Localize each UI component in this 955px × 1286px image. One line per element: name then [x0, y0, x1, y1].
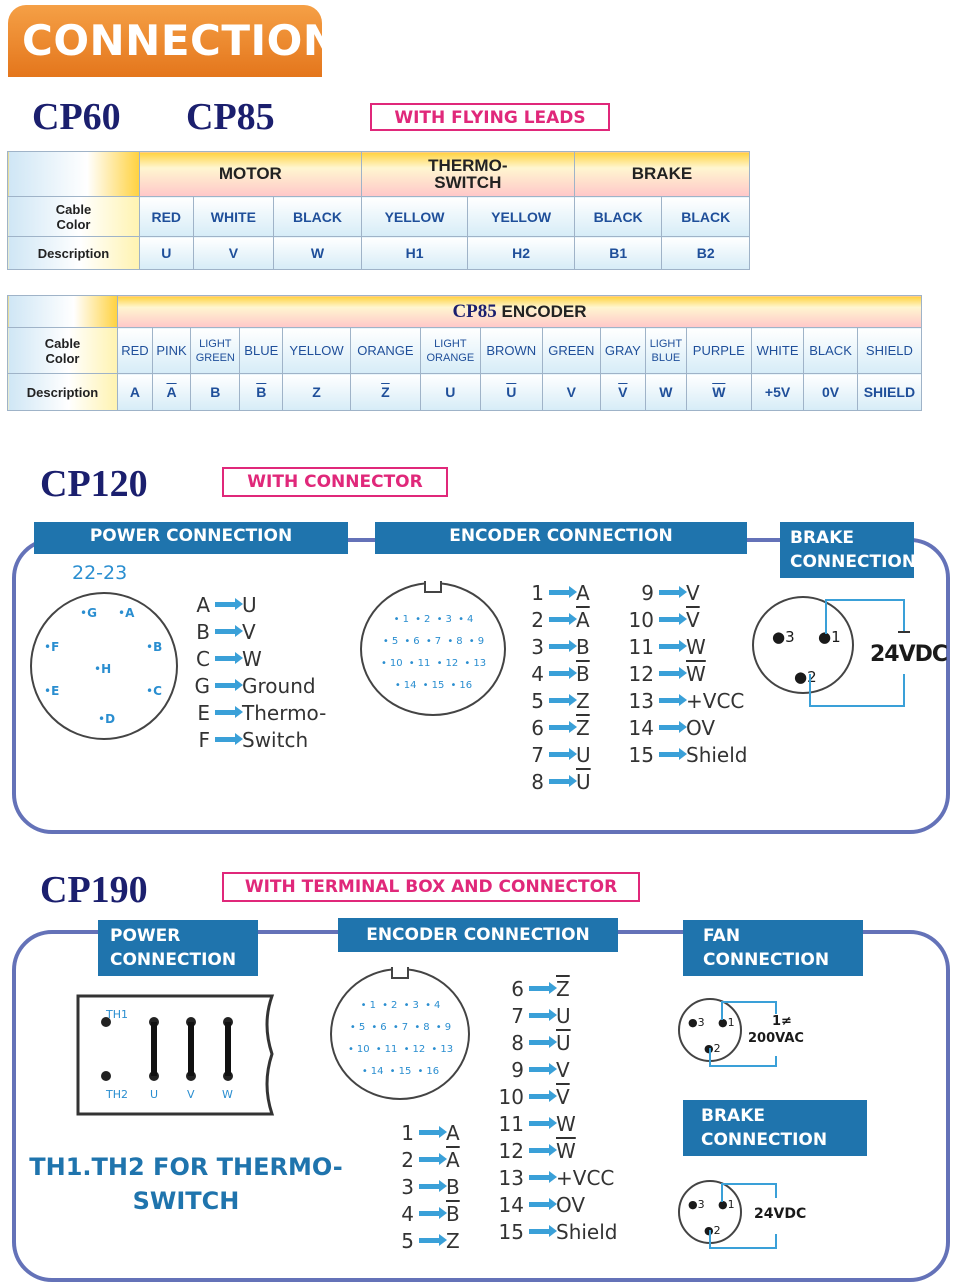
- pin-map-row: [628, 661, 747, 688]
- signal-name: W: [686, 635, 706, 659]
- signal-name: V: [242, 620, 256, 644]
- arrow-icon: [549, 590, 571, 595]
- pin-number: 6: [511, 977, 524, 1001]
- group-brake: BRAKE: [574, 152, 749, 197]
- pin-number: 1: [401, 1121, 414, 1145]
- cp190-encoder-title: ENCODER CONNECTION: [338, 918, 618, 952]
- connector-pin-row: • 1 • 2 • 3 • 4: [360, 1000, 441, 1011]
- arrow-icon: [419, 1130, 441, 1135]
- description-cell: H1: [361, 237, 468, 270]
- pin-number: 7: [511, 1004, 524, 1028]
- signal-name: Thermo-: [242, 701, 327, 725]
- power-pin: •F: [44, 640, 60, 654]
- power-pin: •D: [98, 712, 116, 726]
- model-cp190: CP190: [40, 869, 148, 911]
- arrow-icon: [549, 698, 571, 703]
- power-pin: •G: [80, 606, 97, 620]
- pin-map-row: [498, 1003, 617, 1030]
- fan-voltage-phase: 1≠: [772, 1014, 792, 1029]
- pin-map-row: [192, 673, 326, 700]
- connector-pin: 13: [440, 1044, 454, 1055]
- encoder-cable-color-cell: PINK: [152, 328, 190, 374]
- arrow-icon: [419, 1211, 441, 1216]
- encoder-description-cell: +5V: [751, 374, 804, 411]
- connector-pin: 16: [459, 680, 473, 691]
- cable-color-cell: YELLOW: [361, 197, 468, 237]
- arrow-icon: [549, 671, 571, 676]
- encoder-table-title: [118, 296, 922, 328]
- arrow-icon: [659, 617, 681, 622]
- encoder-description-cell: U: [421, 374, 481, 411]
- pin-number: 11: [628, 635, 654, 659]
- signal-name: A: [576, 581, 590, 605]
- connector-pin-row: • 10 • 11 • 12 • 13: [347, 1044, 454, 1055]
- arrow-icon: [215, 629, 237, 634]
- encoder-description-cell: SHIELD: [857, 374, 921, 411]
- brake-pin: ●2: [794, 668, 817, 686]
- power-pin: •C: [146, 684, 162, 698]
- group-thermo: THERMO- SWITCH: [361, 152, 574, 197]
- arrow-icon: [529, 1175, 551, 1180]
- connector-pin-row: • 5 • 6 • 7 • 8 • 9: [349, 1022, 452, 1033]
- power-pin: •H: [94, 662, 112, 676]
- pin-map-row: [628, 634, 747, 661]
- signal-name: Z: [446, 1229, 460, 1253]
- signal-name: Z: [576, 689, 590, 713]
- fan-pin: ●3: [688, 1016, 705, 1029]
- pin-map-row: [518, 661, 591, 688]
- encoder-description-cell: B: [191, 374, 240, 411]
- pin-number: G: [194, 674, 210, 698]
- pin-number: 12: [628, 662, 654, 686]
- cp120-encoder-title: ENCODER CONNECTION: [375, 522, 747, 554]
- signal-name: Shield: [686, 743, 748, 767]
- section-header-tab: CONNECTION: [8, 5, 322, 77]
- arrow-icon: [529, 1121, 551, 1126]
- pin-map-row: [498, 1219, 617, 1246]
- encoder-description-cell: $\overline{V}$: [600, 374, 645, 411]
- cable-color-cell: BLACK: [662, 197, 750, 237]
- arrow-icon: [549, 617, 571, 622]
- pin-number: 2: [531, 608, 544, 632]
- encoder-description-cell: Z: [283, 374, 351, 411]
- encoder-title-word: ENCODER: [501, 301, 587, 321]
- pin-number: E: [197, 701, 210, 725]
- connector-pin: 15: [398, 1066, 412, 1077]
- connector-badge: WITH CONNECTOR: [222, 467, 448, 497]
- encoder-cable-color-cell: BLUE: [240, 328, 283, 374]
- encoder-cable-color-cell: BROWN: [480, 328, 542, 374]
- pin-map-row: [498, 1165, 617, 1192]
- encoder-description-cell: A: [118, 374, 153, 411]
- connector-pin: 8: [456, 636, 463, 647]
- arrow-icon: [549, 725, 571, 730]
- pin-map-row: [628, 607, 747, 634]
- signal-name: $\overline{Z}$: [576, 716, 590, 740]
- thermo-note: TH1.TH2 FOR THERMO- SWITCH: [29, 1153, 343, 1215]
- encoder-description-cell: V: [542, 374, 600, 411]
- pin-map-row: [388, 1174, 460, 1201]
- model-cp85: CP85: [186, 96, 275, 138]
- power-pin: •B: [146, 640, 163, 654]
- encoder-cable-color-cell: LIGHT GREEN: [191, 328, 240, 374]
- description-cell: H2: [468, 237, 575, 270]
- pin-number: 14: [628, 716, 654, 740]
- power-pin: •E: [44, 684, 60, 698]
- signal-name: OV: [556, 1193, 586, 1217]
- terminal-label: TH2: [106, 1088, 128, 1101]
- connector-pin: 4: [433, 1000, 441, 1011]
- arrow-icon: [549, 752, 571, 757]
- brake-voltage-label: 24VDC: [870, 642, 948, 667]
- connector-pin: 5: [358, 1022, 366, 1033]
- signal-name: $\overline{A}$: [576, 608, 590, 632]
- encoder-cable-color-cell: GRAY: [600, 328, 645, 374]
- pin-map-row: [192, 727, 326, 754]
- pin-number: 5: [531, 689, 544, 713]
- connector-pin-row: • 14 • 15 • 16: [361, 1066, 440, 1077]
- cp120-power-title: POWER CONNECTION: [34, 522, 348, 554]
- pin-map-row: [388, 1120, 460, 1147]
- signal-name: OV: [686, 716, 716, 740]
- signal-name: $\overline{B}$: [576, 662, 590, 686]
- signal-name: +VCC: [556, 1166, 615, 1190]
- signal-name: V: [556, 1058, 570, 1082]
- terminal-label: TH1: [106, 1008, 128, 1021]
- encoder-cable-color-cell: RED: [118, 328, 153, 374]
- signal-name: $\overline{V}$: [556, 1085, 570, 1109]
- encoder-connector-circle: [330, 968, 470, 1100]
- signal-name: $\overline{V}$: [686, 608, 700, 632]
- signal-name: B: [576, 635, 590, 659]
- connector-pin: 15: [431, 680, 445, 691]
- row-label-description: Description: [8, 237, 140, 270]
- encoder-description-cell: $\overline{A}$: [152, 374, 190, 411]
- signal-name: V: [686, 581, 700, 605]
- pin-map-row: [498, 1030, 617, 1057]
- pin-number: 3: [401, 1175, 414, 1199]
- arrow-icon: [659, 590, 681, 595]
- pin-map-row: [628, 742, 747, 769]
- arrow-icon: [529, 1067, 551, 1072]
- encoder-connector-circle: [360, 582, 506, 716]
- cp120-brake-title: BRAKE CONNECTION: [780, 522, 914, 578]
- pin-map-row: [518, 715, 591, 742]
- connector-pin: 7: [434, 636, 442, 647]
- cp190-power-title: POWER CONNECTION: [98, 920, 258, 976]
- connector-pin: 9: [477, 636, 485, 647]
- pin-map-row: [498, 1057, 617, 1084]
- group-motor: MOTOR: [140, 152, 362, 197]
- encoder-description-cell: $\overline{W}$: [686, 374, 751, 411]
- brake-voltage-label: 24VDC: [754, 1206, 807, 1222]
- pin-map-row: [192, 592, 326, 619]
- model-cp60: CP60: [32, 96, 121, 138]
- pin-map-row: [518, 580, 591, 607]
- pin-map-row: [498, 1192, 617, 1219]
- arrow-icon: [529, 1229, 551, 1234]
- connector-pin: 2: [424, 614, 431, 625]
- signal-name: A: [446, 1121, 460, 1145]
- arrow-icon: [549, 644, 571, 649]
- connector-key-notch: [391, 967, 409, 979]
- connector-pin-row: • 5 • 6 • 7 • 8 • 9: [382, 636, 485, 647]
- pin-number: 12: [498, 1139, 524, 1163]
- pin-map-row: [192, 646, 326, 673]
- pin-number: C: [196, 647, 210, 671]
- connector-pin: 12: [445, 658, 459, 669]
- description-cell: B2: [662, 237, 750, 270]
- encoder-description-cell: $\overline{U}$: [480, 374, 542, 411]
- arrow-icon: [215, 683, 237, 688]
- pin-number: 5: [401, 1229, 414, 1253]
- power-pin: •A: [118, 606, 135, 620]
- signal-name: $\overline{W}$: [556, 1139, 576, 1163]
- pin-number: 8: [531, 770, 544, 794]
- arrow-icon: [659, 644, 681, 649]
- connector-pin: 2: [391, 1000, 398, 1011]
- terminal-label: V: [187, 1088, 195, 1101]
- cp190-encoder-map-left: [388, 1120, 460, 1255]
- connector-pin: 11: [384, 1044, 398, 1055]
- connector-pin: 3: [445, 614, 452, 625]
- arrow-icon: [419, 1238, 441, 1243]
- signal-name: $\overline{A}$: [446, 1148, 460, 1172]
- pin-number: 15: [628, 743, 654, 767]
- brake-pin: ●3: [772, 628, 795, 646]
- pin-map-row: [388, 1228, 460, 1255]
- encoder-description-cell: W: [645, 374, 686, 411]
- row-label-description: Description: [8, 374, 118, 411]
- row-label-cable-color: Cable Color: [8, 197, 140, 237]
- pin-number: 11: [498, 1112, 524, 1136]
- pin-number: 8: [511, 1031, 524, 1055]
- signal-name: $\overline{Z}$: [556, 977, 570, 1001]
- arrow-icon: [529, 1094, 551, 1099]
- pin-map-row: [498, 1138, 617, 1165]
- signal-name: $\overline{B}$: [446, 1202, 460, 1226]
- connector-pin: 16: [426, 1066, 440, 1077]
- connector-size-label: 22-23: [72, 562, 128, 584]
- pin-number: 10: [498, 1085, 524, 1109]
- motor-cable-table: [7, 151, 750, 270]
- pin-number: 1: [531, 581, 544, 605]
- pin-number: 15: [498, 1220, 524, 1244]
- cp190-fan-title: FAN CONNECTION: [683, 920, 863, 976]
- pin-map-row: [518, 634, 591, 661]
- signal-name: B: [446, 1175, 460, 1199]
- pin-number: 9: [511, 1058, 524, 1082]
- connector-pin: 1: [369, 1000, 376, 1011]
- terminal-box-badge: WITH TERMINAL BOX AND CONNECTOR: [222, 872, 640, 902]
- connector-pin-row: • 10 • 11 • 12 • 13: [380, 658, 487, 669]
- fan-pin: ●1: [718, 1016, 735, 1029]
- cable-color-cell: BLACK: [274, 197, 362, 237]
- signal-name: Ground: [242, 674, 316, 698]
- arrow-icon: [419, 1184, 441, 1189]
- signal-name: U: [242, 593, 257, 617]
- connector-pin: 10: [389, 658, 403, 669]
- pin-map-row: [628, 715, 747, 742]
- encoder-cable-table: [7, 295, 922, 411]
- encoder-cable-color-cell: LIGHT ORANGE: [421, 328, 481, 374]
- pin-number: A: [196, 593, 210, 617]
- pin-number: 4: [531, 662, 544, 686]
- pin-number: 13: [628, 689, 654, 713]
- signal-name: +VCC: [686, 689, 745, 713]
- pin-number: 9: [641, 581, 654, 605]
- terminal-label: W: [222, 1088, 233, 1101]
- signal-name: Switch: [242, 728, 309, 752]
- pin-number: 10: [628, 608, 654, 632]
- pin-map-row: [518, 688, 591, 715]
- encoder-description-cell: 0V: [804, 374, 857, 411]
- brake-pin: ●1: [718, 1198, 735, 1211]
- signal-name: U: [576, 743, 591, 767]
- signal-name: $\overline{W}$: [686, 662, 706, 686]
- encoder-cable-color-cell: BLACK: [804, 328, 857, 374]
- terminal-label: U: [150, 1088, 159, 1101]
- arrow-icon: [419, 1157, 441, 1162]
- arrow-icon: [215, 602, 237, 607]
- pin-number: F: [198, 728, 210, 752]
- pin-map-row: [192, 700, 326, 727]
- brake-pin: ●2: [704, 1224, 721, 1237]
- flying-leads-badge: WITH FLYING LEADS: [370, 103, 610, 131]
- fan-voltage: 200VAC: [748, 1031, 804, 1046]
- pin-map-row: [192, 619, 326, 646]
- cable-color-cell: YELLOW: [468, 197, 575, 237]
- encoder-cable-color-cell: PURPLE: [686, 328, 751, 374]
- brake-pin: ●1: [818, 628, 841, 646]
- arrow-icon: [549, 779, 571, 784]
- pin-number: 3: [531, 635, 544, 659]
- cable-color-cell: BLACK: [574, 197, 662, 237]
- pin-number: 2: [401, 1148, 414, 1172]
- brake-pin: ●3: [688, 1198, 705, 1211]
- signal-name: W: [556, 1112, 576, 1136]
- power-connector-circle: [30, 592, 178, 740]
- description-cell: V: [193, 237, 274, 270]
- connector-pin: 1: [402, 614, 409, 625]
- pin-map-row: [388, 1201, 460, 1228]
- arrow-icon: [529, 1013, 551, 1018]
- corner-cell: [8, 296, 118, 328]
- cp120-encoder-map-right: [628, 580, 747, 769]
- pin-map-row: [518, 742, 591, 769]
- pin-number: 4: [401, 1202, 414, 1226]
- connector-pin: 3: [412, 1000, 419, 1011]
- arrow-icon: [659, 725, 681, 730]
- arrow-icon: [659, 671, 681, 676]
- arrow-icon: [215, 737, 237, 742]
- description-cell: U: [140, 237, 194, 270]
- arrow-icon: [529, 986, 551, 991]
- connector-pin-row: • 1 • 2 • 3 • 4: [393, 614, 474, 625]
- arrow-icon: [215, 656, 237, 661]
- arrow-icon: [659, 752, 681, 757]
- cable-color-cell: RED: [140, 197, 194, 237]
- pin-map-row: [518, 769, 591, 796]
- pin-number: 7: [531, 743, 544, 767]
- connector-pin: 7: [401, 1022, 409, 1033]
- connector-pin: 12: [412, 1044, 426, 1055]
- pin-map-row: [628, 688, 747, 715]
- cable-color-cell: WHITE: [193, 197, 274, 237]
- connector-pin: 14: [403, 680, 417, 691]
- arrow-icon: [529, 1148, 551, 1153]
- pin-number: 14: [498, 1193, 524, 1217]
- connector-pin: 11: [417, 658, 431, 669]
- encoder-cable-color-cell: WHITE: [751, 328, 804, 374]
- pin-map-row: [498, 1111, 617, 1138]
- connector-pin: 8: [423, 1022, 430, 1033]
- model-cp120: CP120: [40, 463, 148, 505]
- encoder-cable-color-cell: SHIELD: [857, 328, 921, 374]
- row-label-cable-color: Cable Color: [8, 328, 118, 374]
- connector-pin: 6: [380, 1022, 387, 1033]
- pin-map-row: [388, 1147, 460, 1174]
- connector-pin: 6: [413, 636, 420, 647]
- arrow-icon: [529, 1040, 551, 1045]
- arrow-icon: [215, 710, 237, 715]
- connector-key-notch: [424, 581, 442, 593]
- pin-map-row: [498, 1084, 617, 1111]
- connector-pin-row: • 14 • 15 • 16: [394, 680, 473, 691]
- pin-number: 6: [531, 716, 544, 740]
- arrow-icon: [529, 1202, 551, 1207]
- connector-pin: 13: [473, 658, 487, 669]
- encoder-description-cell: $\overline{Z}$: [350, 374, 420, 411]
- pin-map-row: [518, 607, 591, 634]
- corner-cell: [8, 152, 140, 197]
- cp120-power-map: [192, 592, 326, 754]
- connector-pin: 10: [356, 1044, 370, 1055]
- signal-name: U: [556, 1004, 571, 1028]
- encoder-title-model: CP85: [452, 300, 497, 322]
- encoder-cable-color-cell: GREEN: [542, 328, 600, 374]
- encoder-description-cell: $\overline{B}$: [240, 374, 283, 411]
- encoder-cable-color-cell: ORANGE: [350, 328, 420, 374]
- connector-pin: 4: [466, 614, 474, 625]
- signal-name: $\overline{U}$: [556, 1031, 571, 1055]
- signal-name: Shield: [556, 1220, 618, 1244]
- pin-number: 13: [498, 1166, 524, 1190]
- signal-name: $\overline{U}$: [576, 770, 591, 794]
- signal-name: W: [242, 647, 262, 671]
- arrow-icon: [659, 698, 681, 703]
- pin-map-row: [628, 580, 747, 607]
- cp190-brake-title: BRAKE CONNECTION: [683, 1100, 867, 1156]
- encoder-cable-color-cell: LIGHT BLUE: [645, 328, 686, 374]
- description-cell: W: [274, 237, 362, 270]
- cp190-encoder-map-right: [498, 976, 617, 1246]
- fan-pin: ●2: [704, 1042, 721, 1055]
- connector-pin: 9: [444, 1022, 452, 1033]
- description-cell: B1: [574, 237, 662, 270]
- connector-pin: 5: [391, 636, 399, 647]
- pin-number: B: [196, 620, 210, 644]
- cp120-encoder-map-left: [518, 580, 591, 796]
- pin-map-row: [498, 976, 617, 1003]
- connector-pin: 14: [370, 1066, 384, 1077]
- encoder-cable-color-cell: YELLOW: [283, 328, 351, 374]
